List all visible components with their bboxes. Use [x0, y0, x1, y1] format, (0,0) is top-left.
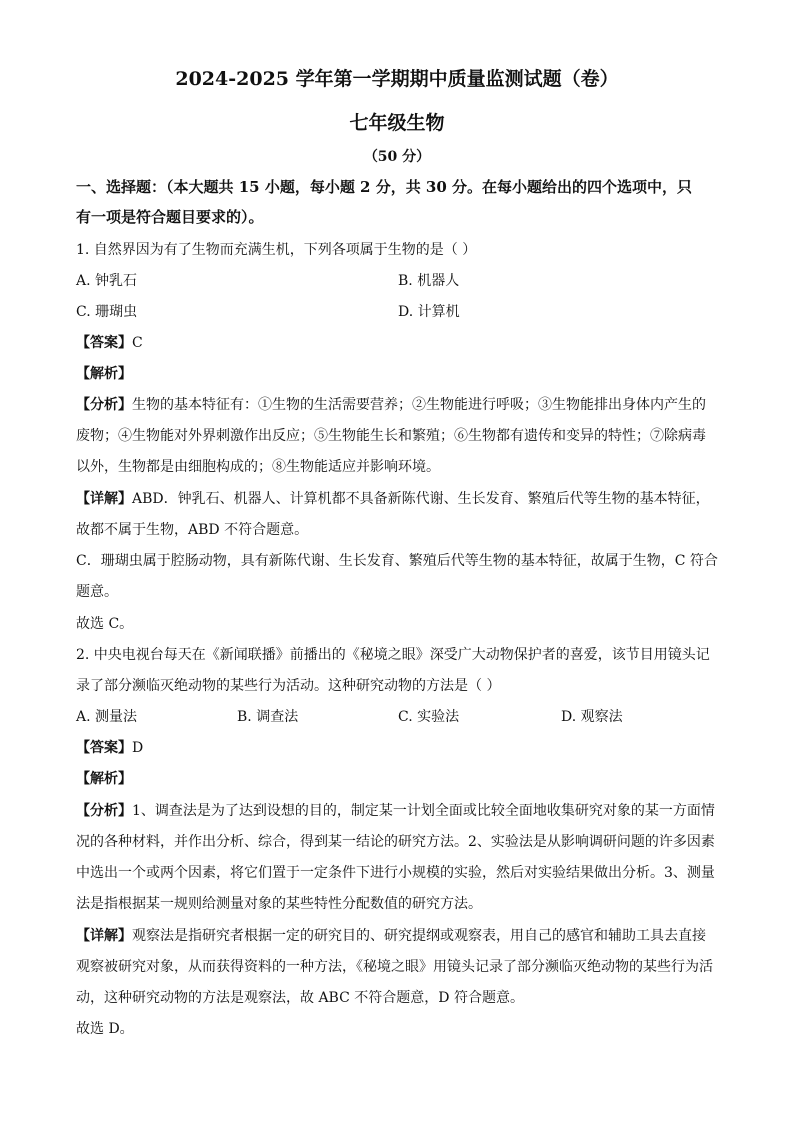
q2-xiangjie-text1: 观察法是指研究者根据一定的研究目的、研究提纲或观察表，用自己的感官和辅助工具去直接: [132, 928, 706, 944]
q2-fenxi-line4: 法是指根据某一规则给测量对象的某些特性分配数值的研究方法。: [76, 896, 482, 912]
q1-xiangjie-line4: 题意。: [76, 584, 118, 600]
section-heading-line1: 一、选择题：（本大题共 15 小题，每小题 2 分，共 30 分。在每小题给出的四个选项中，只: [76, 178, 693, 196]
q2-xiangjie-line2: 观察被研究对象，从而获得资料的一种方法，《秘境之眼》用镜头记录了部分濒临灭绝动物的某些行为活: [76, 959, 713, 975]
q1-answer-tag: 【答案】: [76, 335, 132, 351]
q1-answer: C: [132, 335, 143, 351]
q2-answer-tag: 【答案】: [76, 740, 132, 756]
q1-xiangjie-line2: 故都不属于生物，ABD 不符合题意。: [76, 522, 309, 538]
exam-subtitle: 七年级生物: [349, 112, 445, 134]
q2-xiangjie-line1: [76, 926, 724, 946]
q1-conclusion: 故选 C。: [76, 616, 134, 632]
q2-fenxi-line3: 中选出一个或两个因素，将它们置于一定条件下进行小规模的实验，然后对实验结果做出分析。3、测量: [76, 865, 715, 881]
q1-option-a: A. 钟乳石: [76, 273, 138, 289]
q1-answer-line: [76, 333, 724, 353]
q1-option-b: B. 机器人: [398, 273, 460, 289]
q2-fenxi-text1: 1、调查法是为了达到设想的目的，制定某一计划全面或比较全面地收集研究对象的某一方面情: [132, 803, 715, 819]
q2-option-c: C. 实验法: [398, 709, 460, 725]
q1-fenxi-tag: 【分析】: [76, 397, 132, 413]
q1-fenxi-line1: [76, 395, 724, 415]
q2-stem-line1: 2. 中央电视台每天在《新闻联播》前播出的《秘境之眼》深受广大动物保护者的喜爱，该节目用镜头记: [76, 647, 710, 663]
q1-xiangjie-text1: ABD．钟乳石、机器人、计算机都不具备新陈代谢、生长发育、繁殖后代等生物的基本特征，: [132, 491, 710, 507]
q1-xiangjie-tag: 【详解】: [76, 491, 132, 507]
q1-option-c: C. 珊瑚虫: [76, 304, 138, 320]
q2-option-d: D. 观察法: [561, 709, 623, 725]
q1-xiangjie-line3: C．珊瑚虫属于腔肠动物，具有新陈代谢、生长发育、繁殖后代等生物的基本特征，故属于生物，C 符合: [76, 553, 718, 569]
section-heading-line2: 有一项是符合题目要求的）。: [76, 208, 264, 226]
q2-answer: D: [132, 740, 144, 756]
q2-stem-line2: 录了部分濒临灭绝动物的某些行为活动。这种研究动物的方法是（ ）: [76, 678, 501, 694]
q2-option-a: A. 测量法: [76, 709, 138, 725]
q2-conclusion: 故选 D。: [76, 1021, 134, 1037]
q2-jiexi-tag: 【解析】: [76, 771, 132, 787]
exam-title: 2024-2025 学年第一学期期中质量监测试题（卷）: [175, 68, 619, 90]
q2-xiangjie-line3: 动，这种研究动物的方法是观察法，故 ABC 不符合题意，D 符合题意。: [76, 990, 524, 1006]
q2-fenxi-line2: 况的各种材料，并作出分析、综合，得到某一结论的研究方法。2、实验法是从影响调研问题的许多因素: [76, 834, 715, 850]
q1-stem: 1. 自然界因为有了生物而充满生机，下列各项属于生物的是（ ）: [76, 242, 477, 258]
q1-fenxi-line2: 废物；④生物能对外界刺激作出反应；⑤生物能生长和繁殖；⑥生物都有遗传和变异的特性；⑦除病毒: [76, 428, 706, 444]
exam-score: （50 分）: [363, 149, 431, 165]
q2-xiangjie-tag: 【详解】: [76, 928, 132, 944]
q2-fenxi-line1: [76, 801, 724, 821]
q1-fenxi-line3: 以外，生物都是由细胞构成的；⑧生物能适应并影响环境。: [76, 459, 440, 475]
q1-xiangjie-line1: [76, 489, 724, 509]
q2-answer-line: [76, 738, 724, 758]
q1-jiexi-tag: 【解析】: [76, 366, 132, 382]
q2-option-b: B. 调查法: [237, 709, 299, 725]
q1-option-d: D. 计算机: [398, 304, 460, 320]
q1-fenxi-text1: 生物的基本特征有：①生物的生活需要营养；②生物能进行呼吸；③生物能排出身体内产生的: [132, 397, 706, 413]
q2-fenxi-tag: 【分析】: [76, 803, 132, 819]
